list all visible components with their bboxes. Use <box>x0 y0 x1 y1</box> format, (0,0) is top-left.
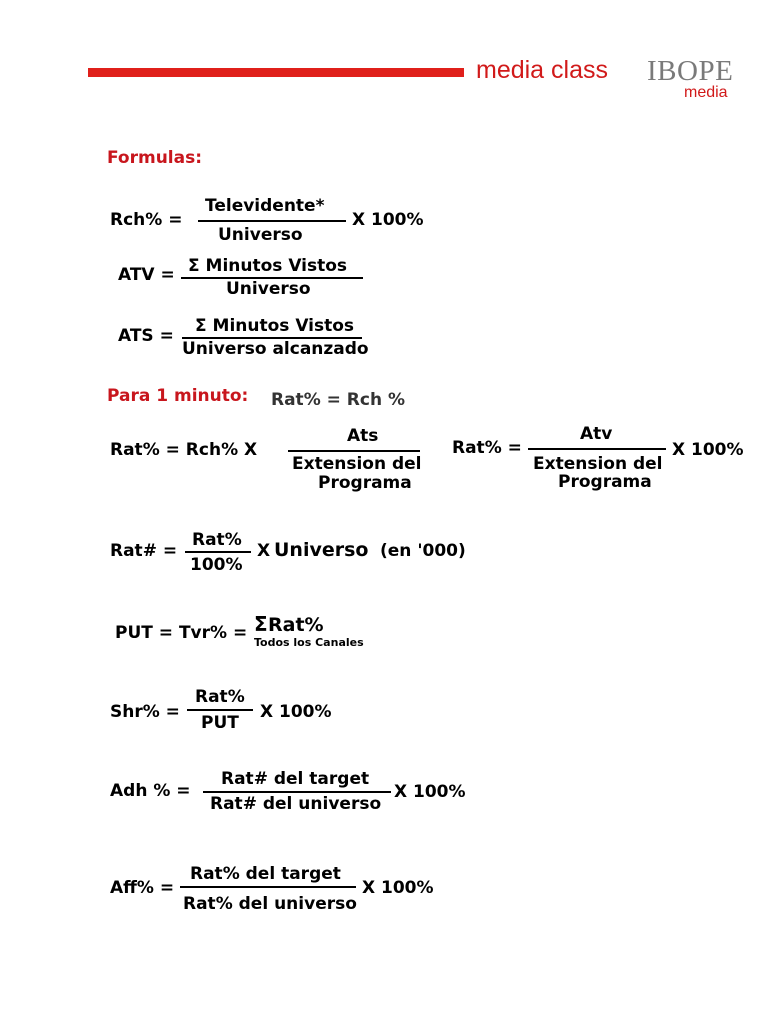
shr-numerator: Rat% <box>195 687 245 707</box>
ibope-media-logo: media <box>684 84 728 101</box>
rch-rhs: X 100% <box>352 210 424 230</box>
ratnum-x: X <box>257 541 271 561</box>
rch-fraction-line <box>198 220 346 222</box>
rat1-lhs: Rat% = Rch% X <box>110 440 258 460</box>
ratnum-universo: Universo <box>274 539 369 561</box>
rat1-denominator-line2: Programa <box>318 473 412 493</box>
aff-fraction-line <box>180 886 356 888</box>
rat2-lhs: Rat% = <box>452 438 522 458</box>
atv-denominator: Universo <box>226 279 311 299</box>
ratnum-denominator: 100% <box>190 555 243 575</box>
put-lhs: PUT = Tvr% = <box>115 623 248 643</box>
aff-denominator: Rat% del universo <box>183 894 357 914</box>
ratnum-fraction-line <box>185 551 251 553</box>
rch-numerator: Televidente* <box>205 196 325 216</box>
rch-denominator: Universo <box>218 225 303 245</box>
shr-denominator: PUT <box>201 713 239 733</box>
adh-lhs: Adh % = <box>110 781 191 801</box>
ats-lhs: ATS = <box>118 326 174 346</box>
ratnum-en-000: (en '000) <box>380 541 466 561</box>
rch-lhs: Rch% = <box>110 210 183 230</box>
para-minuto-heading: Para 1 minuto: <box>107 386 249 406</box>
ratnum-numerator: Rat% <box>192 530 242 550</box>
rat1-numerator: Ats <box>347 426 379 446</box>
media-class-logo: media class <box>476 56 608 84</box>
adh-numerator: Rat# del target <box>221 769 370 789</box>
atv-numerator: Σ Minutos Vistos <box>188 256 348 276</box>
header-red-bar <box>88 68 464 77</box>
shr-rhs: X 100% <box>260 702 332 722</box>
rat2-denominator-line1: Extension del <box>533 454 663 474</box>
adh-rhs: X 100% <box>394 782 466 802</box>
formulas-heading: Formulas: <box>107 148 203 168</box>
rat1-fraction-line <box>288 450 420 452</box>
aff-lhs: Aff% = <box>110 878 175 898</box>
shr-fraction-line <box>187 709 253 711</box>
rat1-denominator-line1: Extension del <box>292 454 422 474</box>
adh-denominator: Rat# del universo <box>210 794 382 814</box>
ratnum-lhs: Rat# = <box>110 541 178 561</box>
put-subscript: Todos los Canales <box>254 636 364 649</box>
aff-numerator: Rat% del target <box>190 864 341 884</box>
aff-rhs: X 100% <box>362 878 434 898</box>
rat2-numerator: Atv <box>580 424 613 444</box>
ats-numerator: Σ Minutos Vistos <box>195 316 355 336</box>
rat-equals-rch: Rat% = Rch % <box>271 390 406 410</box>
ats-denominator: Universo alcanzado <box>182 339 369 359</box>
ibope-logo: IBOPE <box>647 55 734 87</box>
rat2-denominator-line2: Programa <box>558 472 652 492</box>
rat2-fraction-line <box>528 448 666 450</box>
put-rat: Rat% <box>268 614 324 636</box>
adh-fraction-line <box>203 791 391 793</box>
shr-lhs: Shr% = <box>110 702 180 722</box>
atv-lhs: ATV = <box>118 265 175 285</box>
rat2-rhs: X 100% <box>672 440 744 460</box>
put-sigma: Σ <box>254 612 268 636</box>
